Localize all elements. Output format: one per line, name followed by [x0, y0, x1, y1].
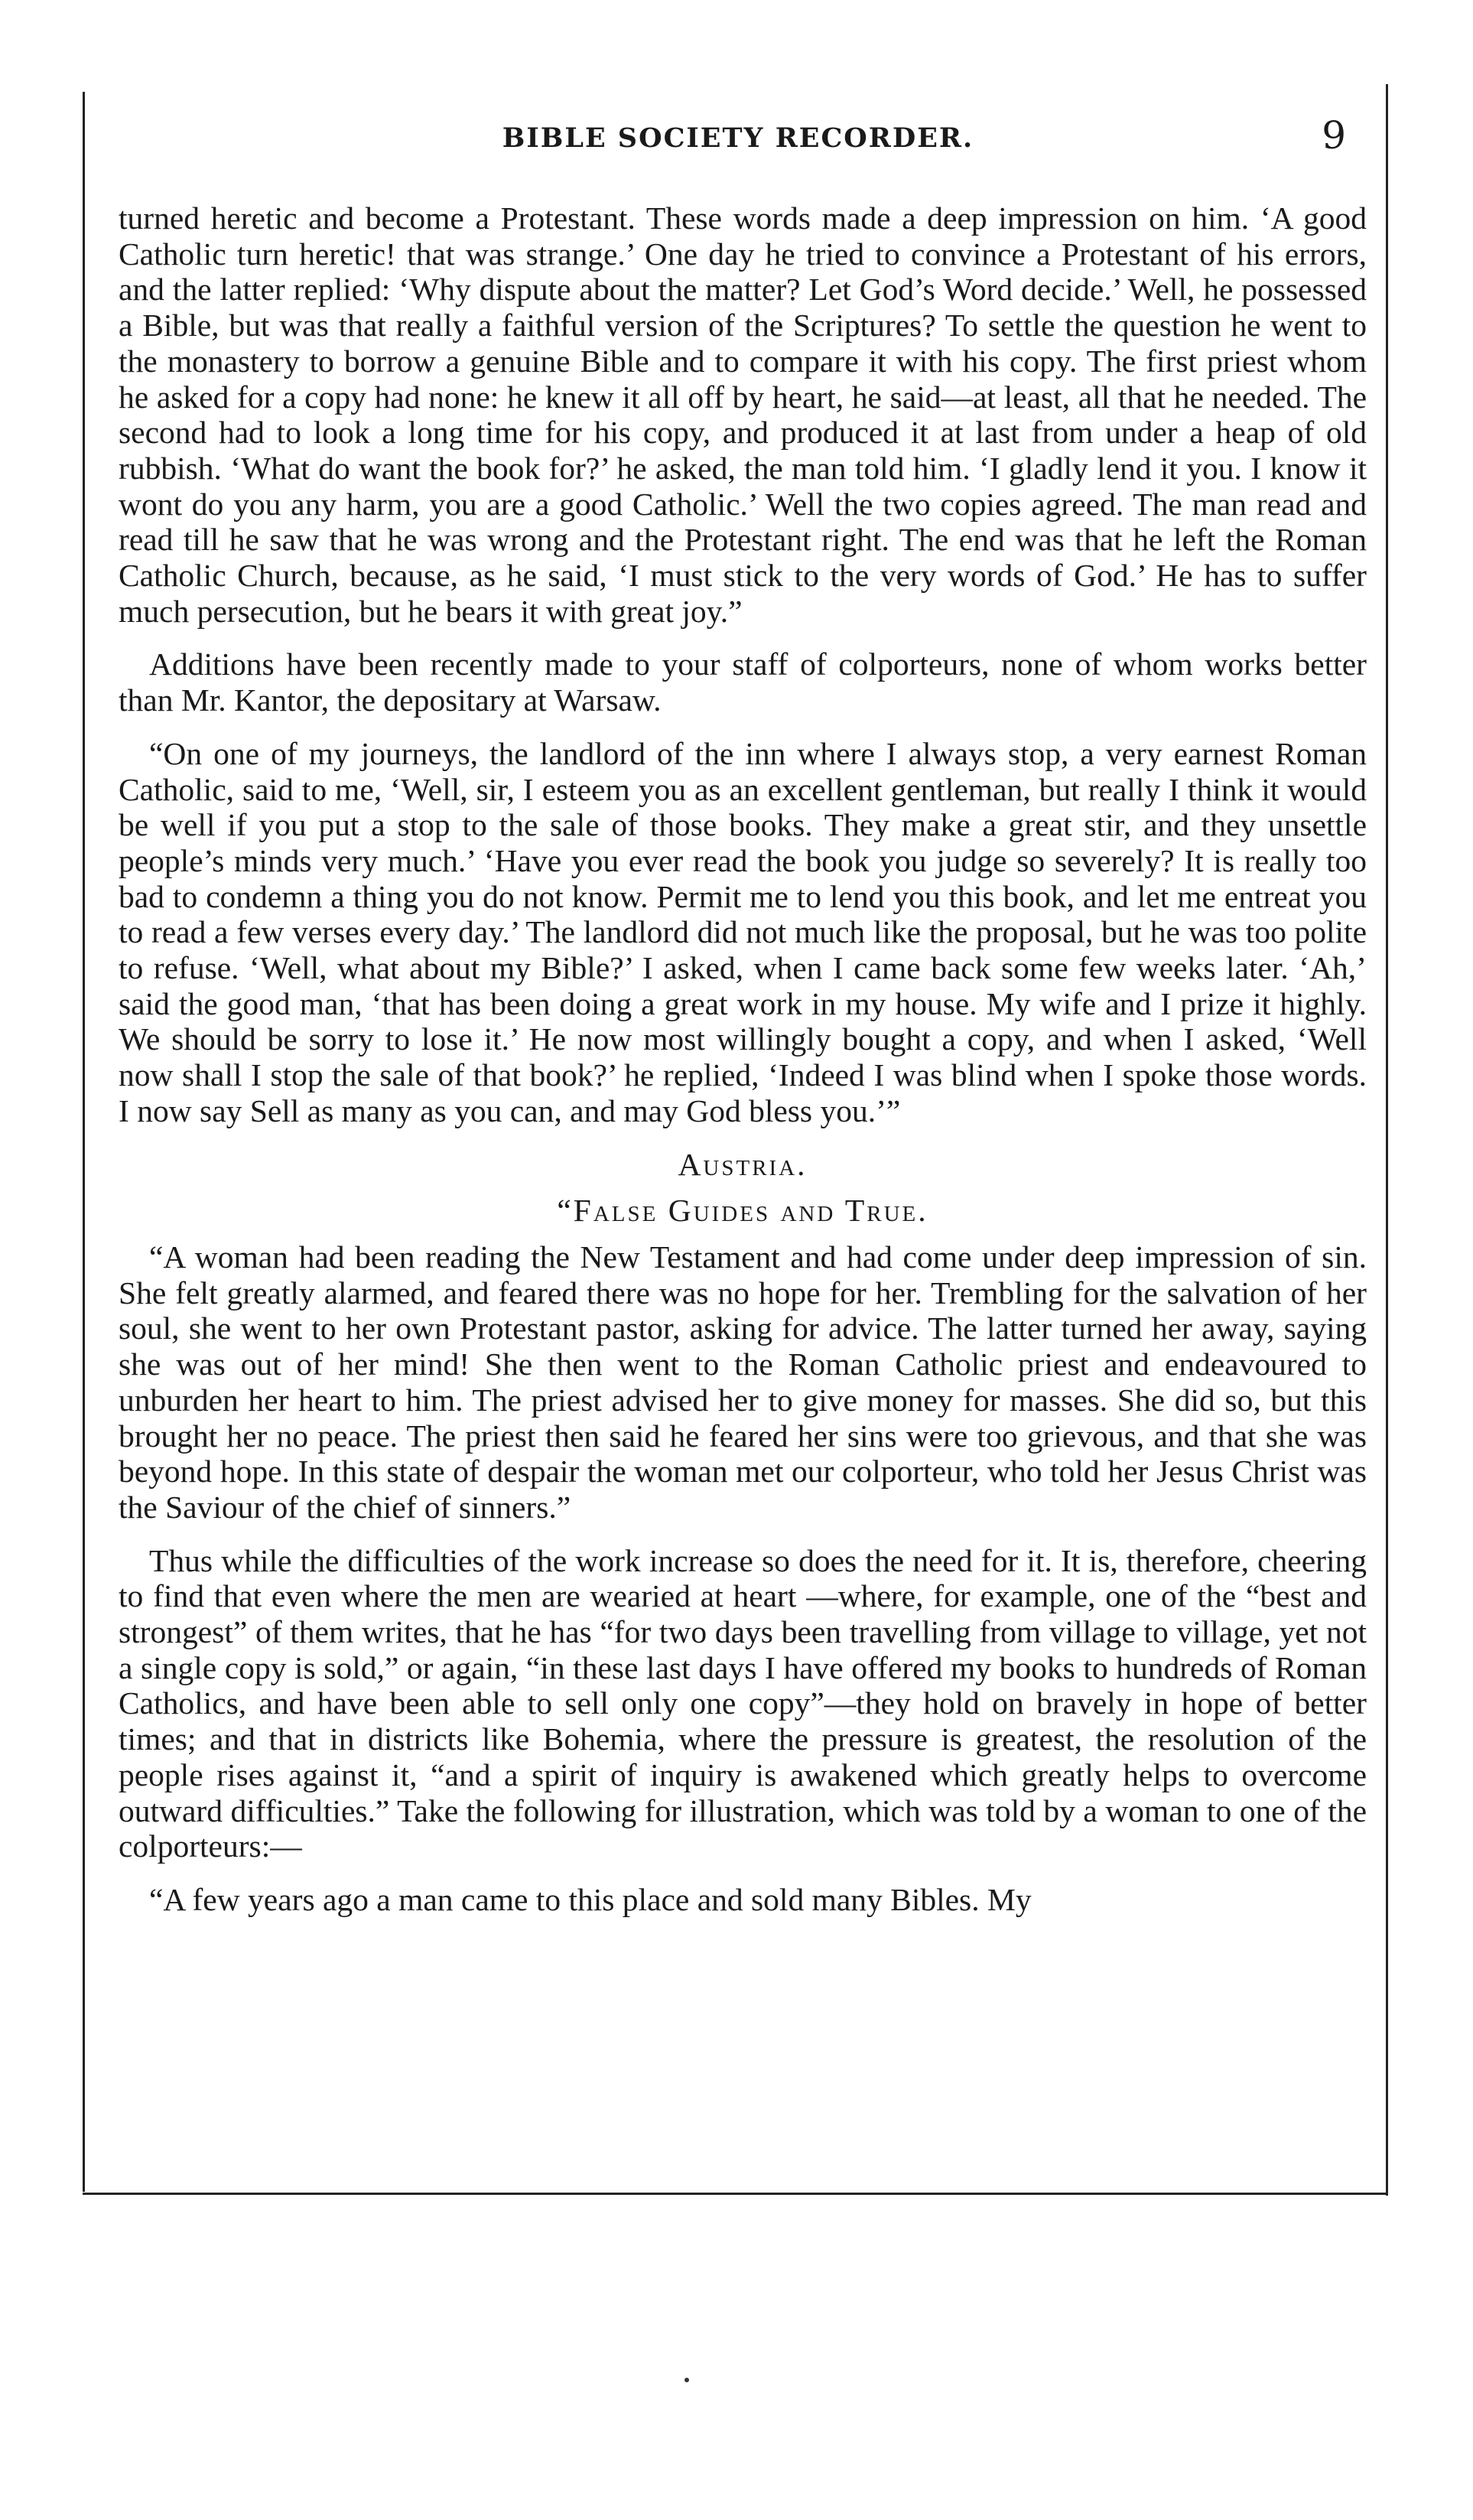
right-border-rule — [1386, 84, 1388, 2196]
body-text — [119, 200, 1367, 1936]
paragraph: turned heretic and become a Protestant. These words made a deep impression on him. ‘A good Catholic turn heretic! that was strange.’ One day he tried to convince a Protestant of his errors, and the latter replied: ‘Why dispute about the matter? Let God’s Word decide.’ Well, he possessed a Bible, but was that really a faithful version of the Scriptures? To settle the question he went to the monastery to borrow a genuine Bible and to compare it with his copy. The first priest whom he asked for a copy had none: he knew it all off by heart, he said—at least, all that he needed. The second had to look a long time for his copy, and produced it at last from under a heap of old rubbish. ‘What do want the book for?’ he asked, the man told him. ‘I gladly lend it you. I know it wont do you any harm, you are a good Catholic.’ Well the two copies agreed. The man read and read till he saw that he was wrong and the Protestant right. The end was that he left the Roman Catholic Church, because, as he said, ‘I must stick to the very words of God.’ He has to suffer much persecution, but he bears it with great joy.” — [119, 200, 1367, 629]
bottom-border-rule — [83, 2193, 1388, 2195]
section-heading-title: “False Guides and True. — [557, 1193, 928, 1229]
paragraph: “On one of my journeys, the landlord of the inn where I always stop, a very earnest Roman Catholic, said to me, ‘Well, sir, I esteem you as an excellent gentleman, but really I think it would be well if you put a stop to the sale of those books. They make a great stir, and they unsettle people’s minds very much.’ ‘Have you ever read the book you judge so severely? It is really too bad to condemn a thing you do not know. Permit me to lend you this book, and let me entreat you to read a few verses every day.’ The landlord did not much like the proposal, but he was too polite to refuse. ‘Well, what about my Bible?’ I asked, when I came back some few weeks later. ‘Ah,’ said the good man, ‘that has been doing a great work in my house. My wife and I prize it highly. We should be sorry to lose it.’ He now most willingly bought a copy, and when I asked, ‘Well now shall I stop the sale of that book?’ he replied, ‘Indeed I was blind when I spoke those words. I now say Sell as many as you can, and may God bless you.’” — [119, 735, 1367, 1128]
page-number: 9 — [1322, 113, 1346, 158]
section-heading-country: Austria. — [678, 1146, 808, 1182]
paragraph: Additions have been recently made to your staff of colporteurs, none of whom works better than Mr. Kantor, the depositary at Warsaw. — [119, 646, 1367, 718]
paragraph: Thus while the difficulties of the work increase so does the need for it. It is, therefore, cheering to find that even where the men are wearied at heart —where, for example, one of the “best and strongest” of them writes, that he has “for two days been travelling from village to village, yet not a single copy is sold,” or again, “in these last days I have offered my books to hundreds of Roman Catholics, and have been able to sell only one copy”—they hold on bravely in hope of better times; and that in districts like Bohemia, where the pressure is greatest, the resolution of the people rises against it, “and a spirit of inquiry is awakened which greatly helps to overcome outward difficulties.” Take the following for illustration, which was told by a woman to one of the colporteurs:— — [119, 1542, 1367, 1864]
running-title: BIBLE SOCIETY RECORDER. — [502, 122, 974, 154]
left-border-rule — [83, 92, 85, 2192]
print-speck — [684, 2378, 689, 2382]
page-header — [115, 113, 1361, 167]
paragraph: “A few years ago a man came to this place and sold many Bibles. My — [149, 1881, 1032, 1917]
paragraph: “A woman had been reading the New Testament and had come under deep impression of sin. She felt greatly alarmed, and feared there was no hope for her. Trembling for the salvation of her soul, she went to her own Protestant pastor, asking for advice. The latter turned her away, saying she was out of her mind! She then went to the Roman Catholic priest and endeavoured to unburden her heart to him. The priest advised her to give money for masses. She did so, but this brought her no peace. The priest then said he feared her sins were too grievous, and that she was beyond hope. In this state of despair the woman met our colporteur, who told her Jesus Christ was the Saviour of the chief of sinners.” — [119, 1239, 1367, 1525]
